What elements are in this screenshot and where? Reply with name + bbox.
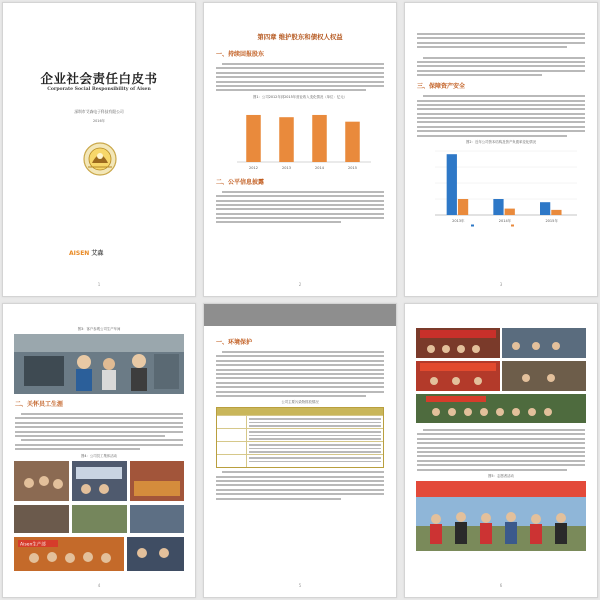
x-tick-label: 2013年 (452, 219, 465, 224)
text-line (417, 460, 585, 462)
text-line (216, 200, 384, 202)
x-tick-label: 2014年 (498, 219, 512, 224)
text-line (417, 464, 585, 466)
text-line (15, 422, 183, 424)
text-line (216, 364, 384, 366)
text-line (216, 72, 384, 74)
text-line (417, 438, 585, 440)
x-tick-label: 2013 (282, 165, 291, 170)
page-number: 2 (298, 282, 302, 287)
section-heading: 一、环境保护 (216, 339, 253, 346)
page-number: 1 (97, 282, 101, 287)
text-line (216, 76, 384, 78)
text-line (15, 448, 140, 450)
staff-photo-collage (14, 461, 184, 571)
text-line (222, 471, 384, 473)
text-line (216, 480, 384, 482)
bar (279, 117, 294, 162)
text-line (423, 429, 585, 431)
text-line (216, 81, 384, 83)
text-line (216, 476, 384, 478)
text-line (417, 117, 585, 119)
text-line (216, 484, 384, 486)
banner-text: Aisen生产部 (20, 542, 46, 548)
bar (246, 115, 261, 162)
table-title: 公司主要污染物排放情况 (281, 400, 319, 405)
cover-logo (69, 248, 103, 257)
cover-company: 深圳市艾森电子科技有限公司 (74, 109, 124, 114)
volunteer-photo (416, 481, 586, 551)
section-heading: 二、公平信息披露 (216, 178, 265, 186)
cover-title: 企业社会责任白皮书 (40, 71, 158, 86)
text-line (417, 130, 585, 132)
table-row (217, 428, 383, 441)
revenue-bar-chart (225, 102, 375, 172)
text-line (417, 126, 585, 128)
table-row (217, 441, 383, 454)
page-number: 5 (298, 583, 302, 588)
section-heading: 二、关怀员工生涯 (15, 401, 64, 408)
text-line (216, 498, 341, 500)
chapter-title: 第四章 维护股东和债权人权益 (257, 33, 343, 41)
text-line (216, 221, 341, 223)
text-line (21, 439, 183, 441)
bar (345, 121, 360, 161)
bar (458, 199, 468, 215)
bar (551, 210, 561, 215)
factory-photo (14, 334, 184, 394)
activity-photo-grid (416, 328, 586, 423)
text-line (417, 469, 567, 471)
text-line (417, 108, 585, 110)
text-line (423, 57, 585, 59)
page-number: 4 (97, 583, 101, 588)
x-tick-label: 2015 (348, 165, 357, 170)
text-line (216, 204, 384, 206)
page-2 (203, 2, 397, 297)
pollutant-table (216, 407, 384, 468)
bar (540, 202, 550, 215)
text-line (417, 70, 585, 72)
text-line (216, 395, 366, 397)
text-line (216, 391, 384, 393)
text-line (417, 37, 585, 39)
text-line (216, 493, 384, 495)
cover-year: 2016年 (92, 119, 106, 123)
text-line (417, 104, 585, 106)
text-line (216, 213, 384, 215)
table-row (217, 454, 383, 467)
text-line (15, 426, 183, 428)
x-tick-label: 2012 (249, 165, 258, 170)
text-line (216, 386, 384, 388)
text-line (417, 433, 585, 435)
text-line (216, 489, 384, 491)
text-line (222, 351, 384, 353)
bar (505, 209, 515, 215)
text-line (216, 355, 384, 357)
text-line (222, 191, 384, 193)
text-line (15, 431, 183, 433)
text-line (417, 46, 567, 48)
page-number: 3 (499, 282, 503, 287)
text-line (417, 33, 585, 35)
table-header-row (217, 408, 383, 415)
x-tick-label: 2014 (315, 165, 324, 170)
text-line (417, 442, 585, 444)
bar (312, 115, 327, 162)
capital-structure-chart (421, 147, 581, 227)
x-tick-label: 2015年 (545, 219, 558, 224)
page-5 (203, 303, 397, 598)
bar (447, 154, 457, 215)
legend-swatch (471, 225, 474, 227)
text-line (216, 382, 384, 384)
photo-caption: 图4：公司员工集体活动 (80, 453, 118, 458)
cover-emblem-icon (82, 141, 118, 177)
text-line (417, 61, 585, 63)
photo-caption: 图3：客户参观公司生产车间 (77, 327, 121, 331)
logo-brand: AISEN (69, 250, 90, 257)
text-line (417, 42, 585, 44)
text-line (417, 121, 585, 123)
chart-caption: 图2：近年公司资本结构及资产负债率变化情况 (466, 140, 536, 145)
text-line (417, 447, 585, 449)
text-line (423, 95, 585, 97)
text-line (216, 369, 384, 371)
chart-caption: 图1：公司2012年到2015年营业收入变化情况（单位：亿元） (252, 94, 347, 99)
text-line (21, 413, 183, 415)
text-line (15, 417, 183, 419)
text-line (216, 195, 384, 197)
text-line (216, 85, 384, 87)
photo-caption: 图5：志愿者活动 (488, 473, 514, 478)
page-header-band (204, 304, 396, 326)
page-4 (2, 303, 196, 598)
page-3 (404, 2, 598, 297)
text-line (417, 451, 585, 453)
text-line (417, 135, 567, 137)
text-line (216, 89, 366, 91)
text-line (222, 63, 384, 65)
text-line (417, 455, 585, 457)
text-line (216, 208, 384, 210)
text-line (216, 67, 384, 69)
table-row (217, 415, 383, 428)
cover-subtitle: Corporate Social Responsibility of Aisen (47, 87, 151, 92)
bar (493, 199, 503, 215)
section-heading: 三、保障资产安全 (417, 83, 466, 91)
text-line (15, 435, 165, 437)
logo-suffix: 艾森 (91, 250, 104, 257)
text-line (216, 377, 384, 379)
text-line (216, 217, 384, 219)
page-cover (2, 2, 196, 297)
text-line (417, 113, 585, 115)
page-number: 6 (499, 583, 503, 588)
text-line (417, 74, 542, 76)
legend-swatch (511, 225, 514, 227)
page-6 (404, 303, 598, 598)
text-line (216, 360, 384, 362)
text-line (417, 65, 585, 67)
text-line (417, 100, 585, 102)
text-line (15, 444, 183, 446)
text-line (216, 373, 384, 375)
section-heading: 一、持续回报股东 (216, 51, 265, 58)
